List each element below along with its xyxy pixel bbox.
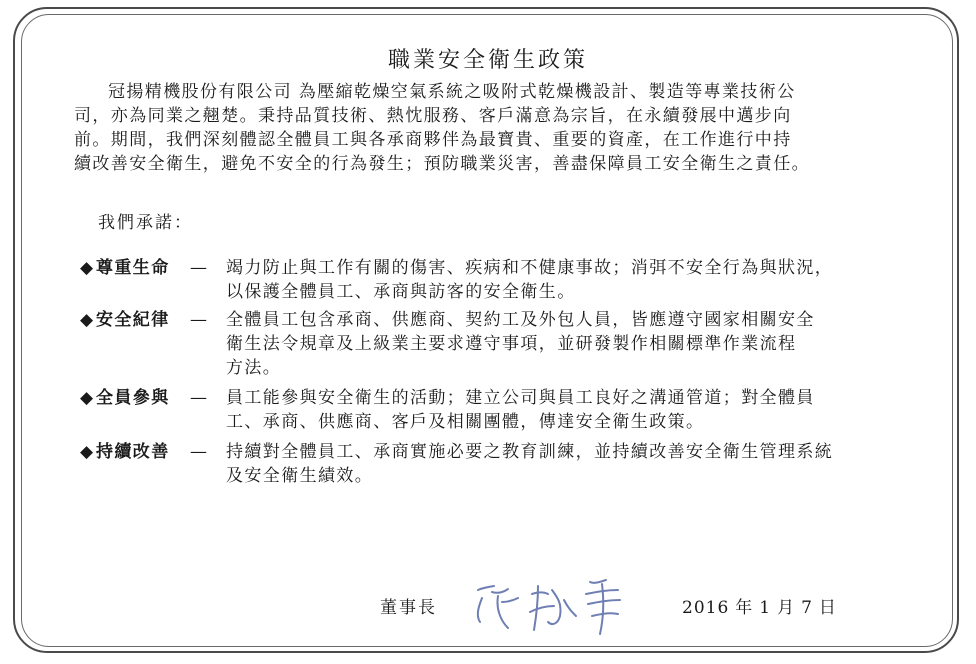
chairman-label: 董事長	[380, 598, 437, 618]
policy-item-title: 持續改善	[96, 442, 170, 462]
intro-line: 司，亦為同業之翹楚。秉持品質技術、熱忱服務、客戶滿意為宗旨，在永續發展中邁步向	[74, 106, 792, 126]
date-day: 7	[801, 598, 813, 618]
diamond-bullet-icon: ◆	[80, 442, 95, 462]
policy-item-title: 安全紀律	[96, 310, 170, 330]
policy-item-heading	[80, 386, 170, 410]
date-day-unit: 日	[818, 598, 837, 618]
date-month-unit: 月	[777, 598, 796, 618]
policy-item-line: 工、承商、供應商、客戶及相關團體，傳達安全衛生政策。	[226, 412, 705, 432]
policy-item-body	[226, 386, 936, 434]
policy-item-heading	[80, 256, 170, 280]
diamond-bullet-icon: ◆	[80, 388, 95, 408]
policy-item-title: 全員參與	[96, 388, 170, 408]
handwritten-signature-icon	[468, 572, 648, 642]
policy-item-line: 及安全衛生績效。	[226, 466, 374, 486]
signing-date	[682, 593, 843, 618]
policy-item-heading	[80, 308, 170, 332]
policy-item-line: 竭力防止與工作有關的傷害、疾病和不健康事故；消弭不安全行為與狀況，	[226, 258, 834, 278]
intro-paragraph	[74, 80, 920, 176]
policy-item-line: 全體員工包含承商、供應商、契約工及外包人員，皆應遵守國家相關安全	[226, 310, 815, 330]
policy-item-heading	[80, 440, 170, 464]
date-year: 2016	[682, 598, 730, 618]
policy-item-body	[226, 308, 936, 380]
diamond-bullet-icon: ◆	[80, 310, 95, 330]
intro-line: 續改善安全衛生，避免不安全的行為發生；預防職業災害，善盡保障員工安全衛生之責任。	[74, 154, 810, 174]
em-dash-separator: —	[190, 388, 209, 408]
em-dash-separator: —	[190, 258, 209, 278]
date-month: 1	[759, 598, 772, 618]
em-dash-separator: —	[190, 442, 209, 462]
intro-line: 前。期間，我們深刻體認全體員工與各承商夥伴為最寶貴、重要的資產，在工作進行中持	[74, 130, 792, 150]
diamond-bullet-icon: ◆	[80, 258, 95, 278]
policy-item-body	[226, 440, 936, 488]
policy-item-line: 衛生法令規章及上級業主要求遵守事項，並研發製作相關標準作業流程	[226, 334, 797, 354]
date-year-unit: 年	[735, 598, 754, 618]
policy-item-line: 方法。	[226, 358, 282, 378]
policy-item-line: 員工能參與安全衛生的活動；建立公司與員工良好之溝通管道；對全體員	[226, 388, 815, 408]
policy-item-body	[226, 256, 936, 304]
policy-item-line: 以保護全體員工、承商與訪客的安全衛生。	[226, 282, 576, 302]
em-dash-separator: —	[190, 310, 209, 330]
document-title: 職業安全衛生政策	[387, 47, 588, 73]
promise-heading: 我們承諾：	[98, 213, 193, 233]
policy-item-line: 持續對全體員工、承商實施必要之教育訓練，並持續改善安全衛生管理系統	[226, 442, 834, 462]
intro-line: 冠揚精機股份有限公司 為壓縮乾燥空氣系統之吸附式乾燥機設計、製造等專業技術公	[108, 82, 796, 102]
policy-item-title: 尊重生命	[96, 258, 170, 278]
